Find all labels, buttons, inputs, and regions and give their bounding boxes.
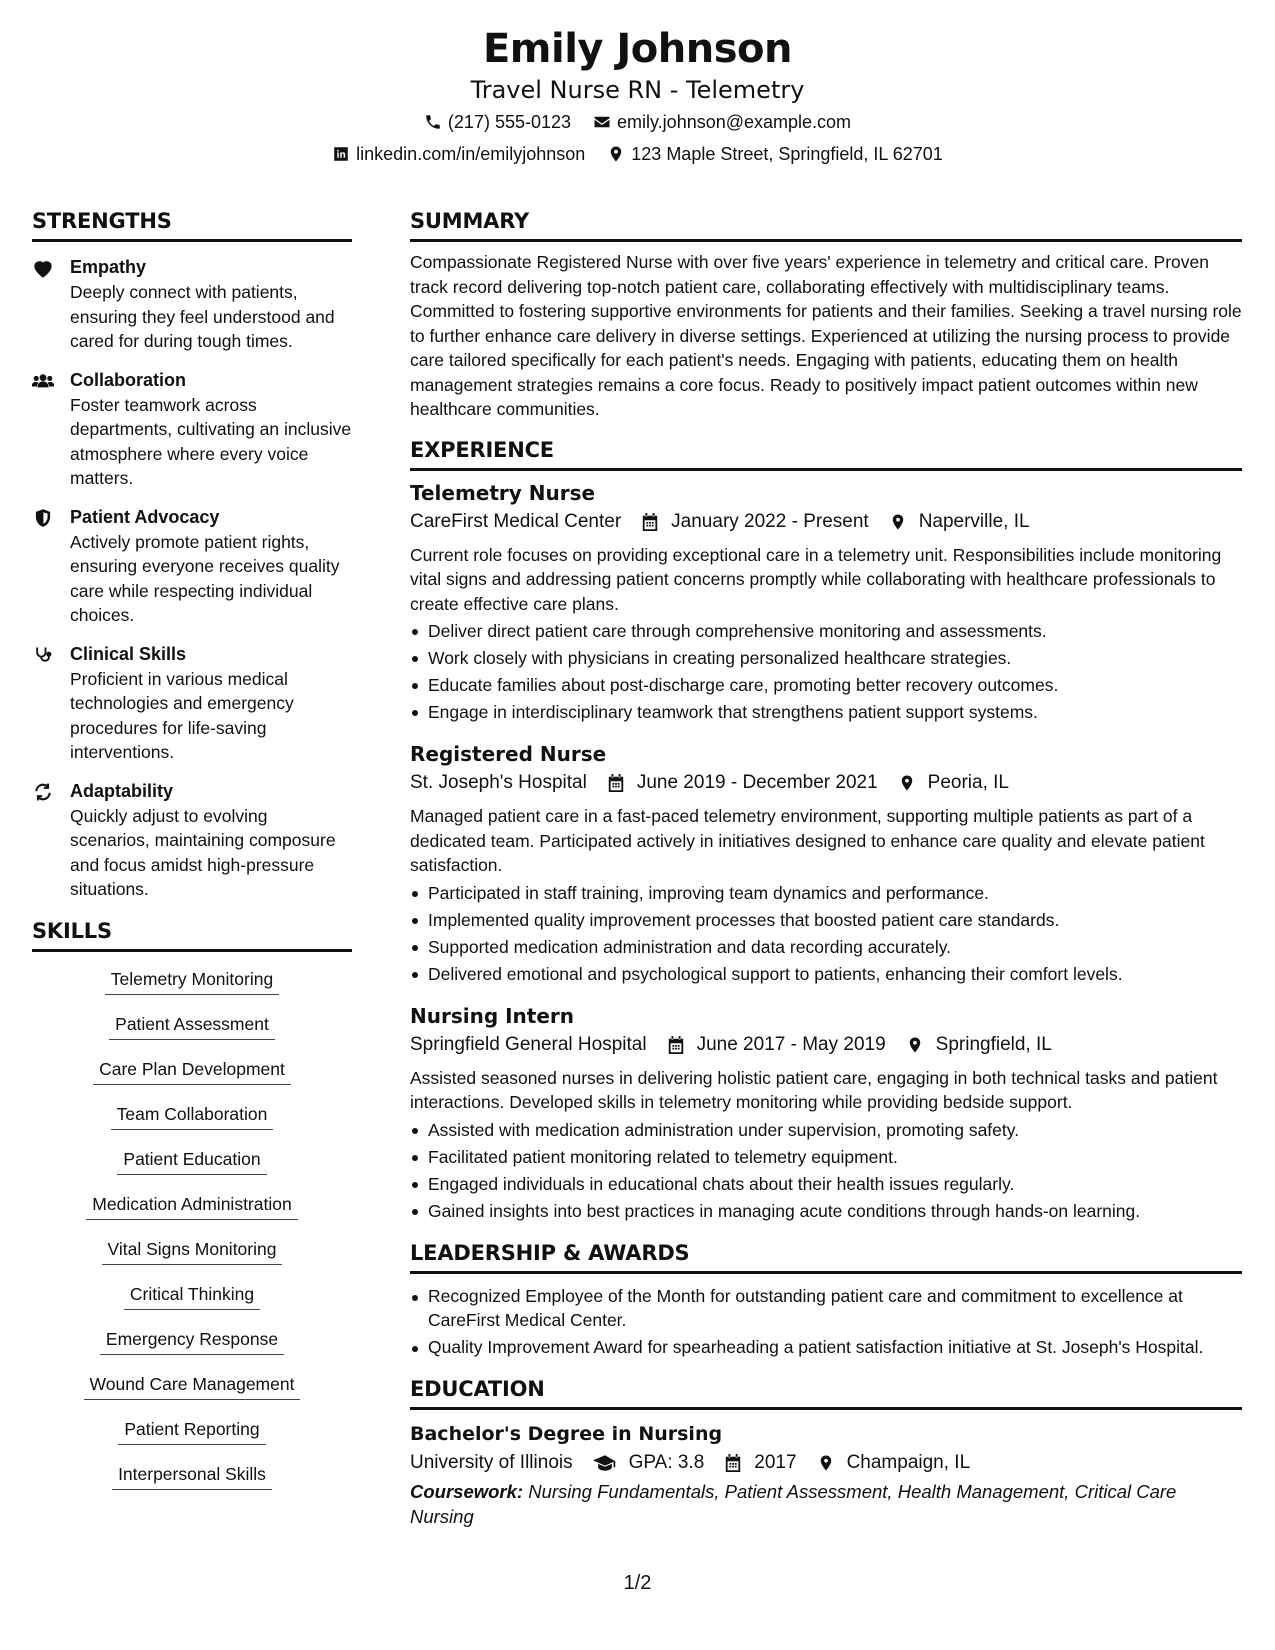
map-marker-icon	[906, 1035, 924, 1055]
job-meta	[410, 507, 1242, 537]
coursework-text: Nursing Fundamentals, Patient Assessment, Health Management, Critical Care Nursing	[410, 1481, 1177, 1527]
phone	[424, 106, 571, 138]
phone-text: (217) 555-0123	[447, 112, 572, 132]
list-item: Assisted with medication administration under supervision, promoting safety.	[410, 1117, 1242, 1144]
map-marker-icon	[607, 145, 625, 163]
candidate-title: Travel Nurse RN - Telemetry	[470, 76, 805, 104]
skill-item: Interpersonal Skills	[112, 1457, 272, 1490]
skill-item: Patient Education	[117, 1142, 266, 1175]
job-role: Nursing Intern	[410, 1003, 575, 1028]
leadership-list	[410, 1284, 1242, 1360]
job-org: CareFirst Medical Center	[410, 510, 622, 532]
strength-title: Empathy	[70, 257, 147, 277]
contact-line-2	[0, 138, 1275, 170]
sync-icon	[32, 782, 54, 802]
job-org: Springfield General Hospital	[410, 1033, 647, 1055]
strength-title: Patient Advocacy	[70, 506, 220, 527]
job-meta	[410, 1030, 1242, 1060]
strength-item	[32, 504, 352, 628]
address	[607, 138, 943, 170]
skill-item: Medication Administration	[86, 1187, 297, 1220]
graduation-year: 2017	[754, 1452, 797, 1473]
strength-item	[32, 367, 352, 491]
summary-heading: SUMMARY	[410, 207, 1242, 242]
envelope-icon	[593, 113, 611, 131]
education-heading: EDUCATION	[410, 1375, 1242, 1410]
job-bullets	[410, 1117, 1242, 1225]
degree-title: Bachelor's Degree in Nursing	[410, 1423, 723, 1445]
skill-item: Emergency Response	[100, 1322, 284, 1355]
left-column	[32, 207, 352, 1502]
contact-line-1	[0, 106, 1275, 138]
calendar-icon	[667, 1035, 685, 1055]
strength-desc: Proficient in various medical technologies and emergency procedures for life-saving interventions.	[70, 668, 294, 762]
job-org: St. Joseph's Hospital	[410, 772, 587, 793]
list-item: Participated in staff training, improving team dynamics and performance.	[410, 880, 1242, 907]
skill-item: Telemetry Monitoring	[105, 962, 279, 995]
job-role: Telemetry Nurse	[410, 480, 596, 505]
strength-item	[32, 778, 352, 902]
email-text[interactable]: emily.johnson@example.com	[617, 112, 852, 132]
strengths-heading: STRENGTHS	[32, 207, 352, 242]
job-location: Naperville, IL	[918, 510, 1030, 532]
strength-title: Adaptability	[70, 780, 174, 801]
strength-desc: Deeply connect with patients, ensuring they feel understood and cared for during tough times.	[70, 282, 335, 351]
strengths-list	[32, 254, 352, 902]
job-desc: Assisted seasoned nurses in delivering holistic patient care, engaging in both technical tasks and patient interactions. Developed skills in telemetry monitoring while providing bedside support.	[410, 1067, 1218, 1112]
map-marker-icon	[817, 1453, 835, 1473]
resume-header	[0, 22, 1275, 170]
job-dates: June 2019 - December 2021	[636, 772, 878, 793]
job-location: Springfield, IL	[935, 1033, 1052, 1055]
candidate-name: Emily Johnson	[482, 26, 792, 72]
skill-item: Care Plan Development	[93, 1052, 291, 1085]
email[interactable]	[593, 106, 851, 138]
leadership-section	[410, 1239, 1242, 1360]
skill-item: Team Collaboration	[111, 1097, 274, 1130]
summary-text: Compassionate Registered Nurse with over five years' experience in telemetry and critical care. Proven track record delivering top-notch patient care, collaborating effectively with multidisciplinary teams. Committed to fostering supportive environments for patients and their families. Seeking a travel nursing role to further enhance care delivery in diverse settings. Experienced at utilizing the nursing process to provide care tailored specifically for each patient's needs. Engaging with patients, educating them on health management strategies remains a core focus. Ready to positively impact patient outcomes within new healthcare communities.	[410, 252, 1242, 419]
strength-desc: Foster teamwork across departments, cultivating an inclusive atmosphere where every voice matters.	[70, 394, 352, 488]
list-item: Engaged individuals in educational chats about their health issues regularly.	[410, 1171, 1242, 1198]
job-bullets	[410, 880, 1242, 988]
experience-heading: EXPERIENCE	[410, 436, 1242, 471]
linkedin-text[interactable]: linkedin.com/in/emilyjohnson	[356, 144, 586, 164]
shield-icon	[32, 508, 54, 528]
job-desc: Current role focuses on providing exceptional care in a telemetry unit. Responsibilities include monitoring vital signs and addressing patient concerns promptly while collaborating with healthcare professionals to create effective care plans.	[410, 544, 1222, 614]
list-item: Educate families about post-discharge care, promoting better recovery outcomes.	[410, 672, 1242, 699]
job-entry	[410, 740, 1242, 988]
strength-item	[32, 641, 352, 765]
users-icon	[32, 371, 54, 391]
job-meta	[410, 768, 1242, 798]
gpa: GPA: 3.8	[628, 1452, 705, 1473]
coursework-label: Coursework:	[410, 1481, 524, 1502]
skill-item: Wound Care Management	[84, 1367, 301, 1400]
job-role: Registered Nurse	[410, 742, 607, 766]
linkedin[interactable]	[332, 138, 585, 170]
job-entry	[410, 479, 1242, 727]
right-column	[410, 207, 1242, 1529]
leadership-heading: LEADERSHIP & AWARDS	[410, 1239, 1242, 1274]
strength-title: Clinical Skills	[70, 643, 187, 664]
list-item: Gained insights into best practices in managing acute conditions through hands-on learning.	[410, 1198, 1242, 1225]
linkedin-icon	[332, 145, 350, 163]
job-dates: January 2022 - Present	[671, 510, 869, 532]
stethoscope-icon	[32, 645, 54, 665]
strength-item	[32, 254, 352, 354]
strength-title: Collaboration	[70, 369, 186, 390]
list-item: Engage in interdisciplinary teamwork that strengthens patient support systems.	[410, 699, 1242, 726]
map-marker-icon	[898, 773, 916, 793]
map-marker-icon	[889, 512, 907, 532]
list-item: Work closely with physicians in creating personalized healthcare strategies.	[410, 645, 1242, 672]
job-bullets	[410, 618, 1242, 726]
strength-desc: Actively promote patient rights, ensuring everyone receives quality care while respecting individual choices.	[70, 531, 340, 625]
education-meta	[410, 1448, 1242, 1478]
phone-icon	[424, 113, 442, 131]
skill-item: Vital Signs Monitoring	[102, 1232, 283, 1265]
job-dates: June 2017 - May 2019	[696, 1033, 886, 1055]
skill-item: Patient Reporting	[118, 1412, 265, 1445]
strength-desc: Quickly adjust to evolving scenarios, maintaining composure and focus amidst high-pressure situations.	[70, 805, 336, 899]
heart-icon	[32, 258, 54, 278]
calendar-icon	[641, 512, 659, 532]
job-desc: Managed patient care in a fast-paced telemetry environment, supporting multiple patients as part of a dedicated team. Participated actively in initiatives designed to enhance care quality and elevate patient satisfaction.	[410, 806, 1205, 875]
skill-item: Critical Thinking	[124, 1277, 260, 1310]
list-item: Deliver direct patient care through comprehensive monitoring and assessments.	[410, 618, 1242, 645]
skill-item: Patient Assessment	[109, 1007, 275, 1040]
calendar-icon	[724, 1453, 742, 1473]
job-location: Peoria, IL	[927, 772, 1009, 793]
skills-list	[32, 962, 352, 1502]
list-item: Supported medication administration and data recording accurately.	[410, 934, 1242, 961]
address-text: 123 Maple Street, Springfield, IL 62701	[631, 144, 943, 164]
list-item: Recognized Employee of the Month for outstanding patient care and commitment to excellence at CareFirst Medical Center.	[410, 1284, 1242, 1333]
calendar-icon	[607, 773, 625, 793]
list-item: Quality Improvement Award for spearheading a patient satisfaction initiative at St. Joseph's Hospital.	[410, 1335, 1242, 1360]
job-entry	[410, 1002, 1242, 1225]
list-item: Facilitated patient monitoring related to telemetry equipment.	[410, 1144, 1242, 1171]
skills-heading: SKILLS	[32, 917, 352, 952]
school-location: Champaign, IL	[846, 1452, 971, 1473]
list-item: Delivered emotional and psychological support to patients, enhancing their comfort levels.	[410, 961, 1242, 988]
school-name: University of Illinois	[410, 1452, 573, 1473]
graduation-cap-icon	[593, 1453, 617, 1473]
page-number: 1/2	[623, 1572, 652, 1594]
coursework	[410, 1480, 1242, 1529]
list-item: Implemented quality improvement processes that boosted patient care standards.	[410, 907, 1242, 934]
